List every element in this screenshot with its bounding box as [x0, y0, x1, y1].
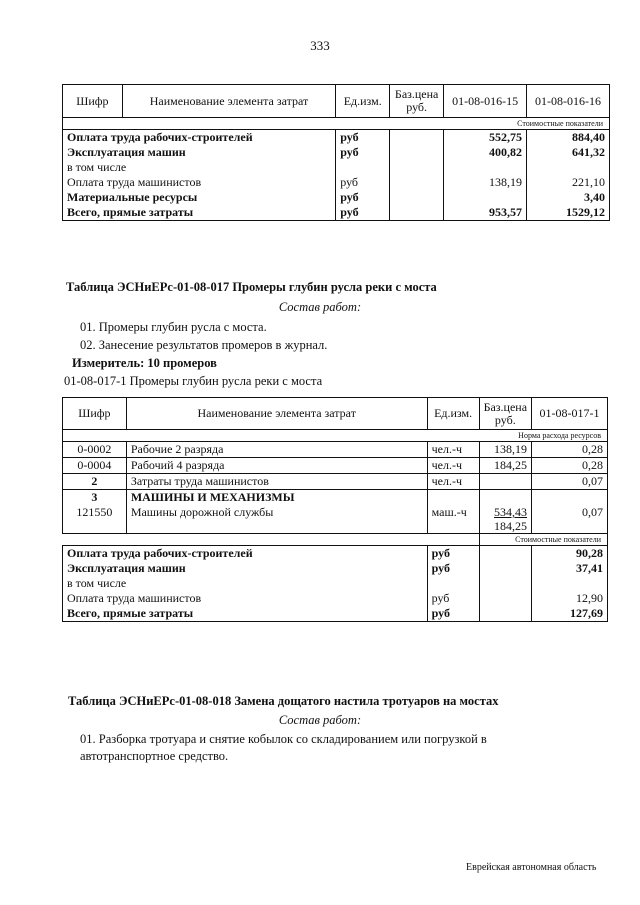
price-value-2: 184,25 [494, 519, 528, 533]
price-value: 534,43 [494, 505, 528, 519]
table-row: Всего, прямые затраты руб 127,69 [63, 606, 608, 622]
table-row: 121550 Машины дорожной службы маш.-ч 534,43 184,25 0,07 [63, 505, 608, 534]
footer-region: Еврейская автономная область [466, 862, 597, 873]
table-row: Оплата труда рабочих-строителей руб 90,28 [63, 546, 608, 562]
table-row: Оплата труда рабочих-строителей руб 552,75 884,40 [63, 130, 610, 146]
table-row: 2 Затраты труда машинистов чел.-ч 0,07 [63, 474, 608, 490]
header-unit: Ед.изм. [336, 85, 390, 118]
table-row: Эксплуатация машин руб 37,41 [63, 561, 608, 576]
table-row: 3 МАШИНЫ И МЕХАНИЗМЫ [63, 490, 608, 506]
table-row: 0-0002 Рабочие 2 разряда чел.-ч 138,19 0,28 [63, 442, 608, 458]
section-title-018: Таблица ЭСНиЕРс-01-08-018 Замена дощатого настила тротуаров на мостах [68, 694, 499, 708]
table-row: Материальные ресурсы руб 3,40 [63, 190, 610, 205]
meter: Измеритель: 10 промеров [72, 356, 217, 370]
table-row: Оплата труда машинистов руб 138,19 221,10 [63, 175, 610, 190]
header-unit: Ед.изм. [427, 398, 479, 430]
table-01-08-017 [62, 397, 608, 622]
table-row: в том числе [63, 576, 608, 591]
work-item: 02. Занесение результатов промеров в журнал. [80, 338, 328, 352]
section-title-017: Таблица ЭСНиЕРс-01-08-017 Промеры глубин русла реки с моста [66, 280, 437, 294]
work-item-cont: автотранспортное средство. [80, 749, 229, 763]
code-line: 01-08-017-1 Промеры глубин русла реки с моста [64, 374, 323, 388]
subheader: Стоимостные показатели [444, 118, 610, 130]
header-code: Шифр [63, 85, 123, 118]
table-row: Всего, прямые затраты руб 953,57 1529,12 [63, 205, 610, 221]
header-col2: 01-08-016-16 [527, 85, 610, 118]
page-number: 333 [310, 38, 330, 53]
table-row: Оплата труда машинистов руб 12,90 [63, 591, 608, 606]
table-row: в том числе [63, 160, 610, 175]
header-price: Баз.цена руб. [479, 398, 531, 430]
work-item: 01. Разборка тротуара и снятие кобылок со складированием или погрузкой в [80, 732, 487, 746]
header-price: Баз.цена руб. [390, 85, 444, 118]
works-label: Состав работ: [278, 300, 362, 314]
table-01-08-016 [62, 84, 610, 221]
subheader: Стоимостные показатели [479, 534, 607, 546]
table-row: Эксплуатация машин руб 400,82 641,32 [63, 145, 610, 160]
header-col1: 01-08-016-15 [444, 85, 527, 118]
work-item: 01. Промеры глубин русла с моста. [80, 320, 267, 334]
works-label: Состав работ: [278, 713, 362, 727]
subheader: Норма расхода ресурсов [479, 430, 607, 442]
header-col1: 01-08-017-1 [532, 398, 608, 430]
table-row: 0-0004 Рабочий 4 разряда чел.-ч 184,25 0,28 [63, 458, 608, 474]
header-name: Наименование элемента затрат [122, 85, 335, 118]
header-name: Наименование элемента затрат [126, 398, 427, 430]
header-code: Шифр [63, 398, 127, 430]
